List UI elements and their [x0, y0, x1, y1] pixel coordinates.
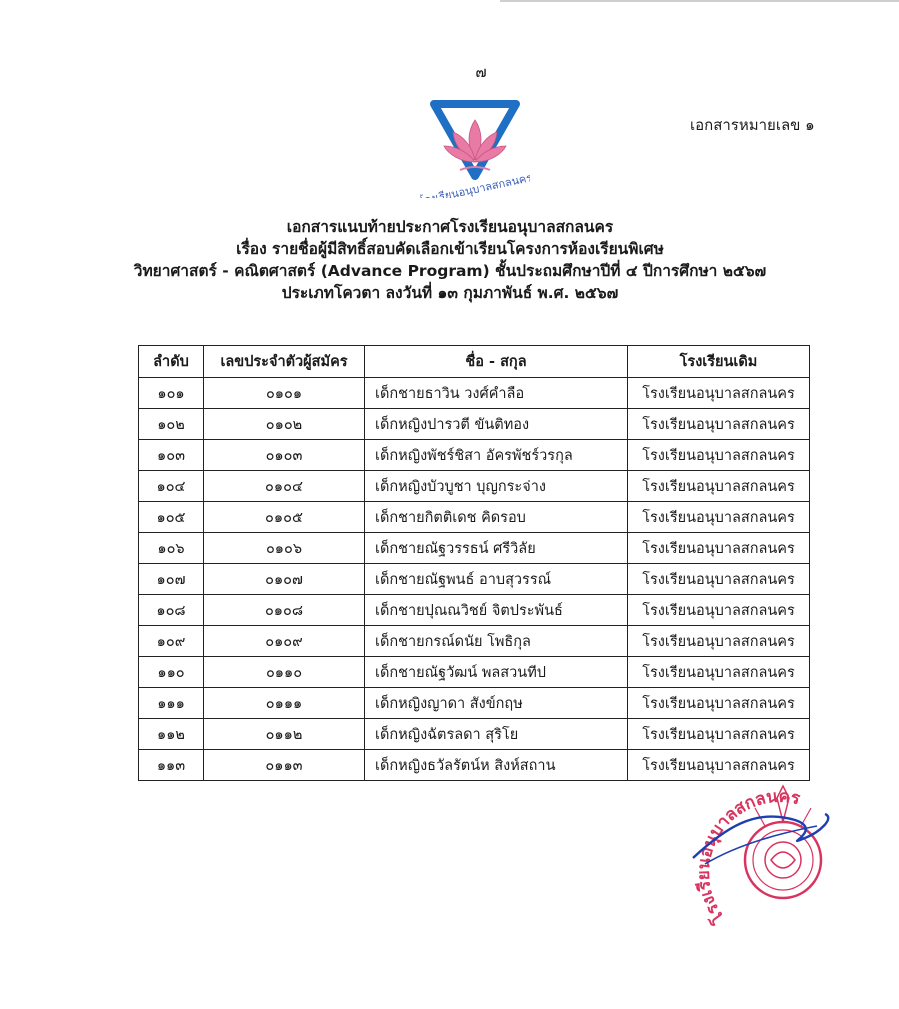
cell-name: เด็กชายณัฐวัฒน์ พลสวนทีป — [365, 657, 628, 688]
table-row — [139, 657, 810, 688]
cell-applicant-id: ๐๑๐๓ — [204, 440, 365, 471]
table-header-row — [139, 346, 810, 378]
table-row — [139, 378, 810, 409]
header-name: ชื่อ - สกุล — [365, 346, 628, 378]
table-row — [139, 688, 810, 719]
table-row — [139, 502, 810, 533]
document-heading — [130, 216, 770, 304]
cell-school: โรงเรียนอนุบาลสกลนคร — [628, 564, 810, 595]
cell-no: ๑๐๘ — [139, 595, 204, 626]
cell-school: โรงเรียนอนุบาลสกลนคร — [628, 502, 810, 533]
table-row — [139, 564, 810, 595]
header-no: ลำดับ — [139, 346, 204, 378]
logo-caption: โรงเรียนอนุบาลสกลนคร — [420, 171, 530, 198]
cell-name: เด็กหญิงบัวบูชา บุญกระจ่าง — [365, 471, 628, 502]
cell-no: ๑๐๖ — [139, 533, 204, 564]
cell-no: ๑๐๗ — [139, 564, 204, 595]
top-border-line — [500, 0, 899, 2]
cell-name: เด็กชายธาวิน วงศ์คำลือ — [365, 378, 628, 409]
table-row — [139, 440, 810, 471]
cell-no: ๑๐๒ — [139, 409, 204, 440]
table-row — [139, 595, 810, 626]
cell-applicant-id: ๐๑๐๔ — [204, 471, 365, 502]
cell-name: เด็กหญิงปารวตี ขันติทอง — [365, 409, 628, 440]
cell-applicant-id: ๐๑๐๗ — [204, 564, 365, 595]
cell-name: เด็กหญิงพัชร์ชิสา อัครพัชร์วรกุล — [365, 440, 628, 471]
cell-applicant-id: ๐๑๐๒ — [204, 409, 365, 440]
cell-school: โรงเรียนอนุบาลสกลนคร — [628, 626, 810, 657]
heading-line-1: เอกสารแนบท้ายประกาศโรงเรียนอนุบาลสกลนคร — [286, 218, 614, 236]
cell-no: ๑๑๒ — [139, 719, 204, 750]
cell-school: โรงเรียนอนุบาลสกลนคร — [628, 719, 810, 750]
cell-applicant-id: ๐๑๑๓ — [204, 750, 365, 781]
cell-applicant-id: ๐๑๑๒ — [204, 719, 365, 750]
header-school: โรงเรียนเดิม — [628, 346, 810, 378]
table-row — [139, 533, 810, 564]
cell-school: โรงเรียนอนุบาลสกลนคร — [628, 440, 810, 471]
table-row — [139, 719, 810, 750]
cell-name: เด็กชายณัฐวรรธน์ ศรีวิลัย — [365, 533, 628, 564]
cell-no: ๑๐๕ — [139, 502, 204, 533]
cell-school: โรงเรียนอนุบาลสกลนคร — [628, 533, 810, 564]
cell-school: โรงเรียนอนุบาลสกลนคร — [628, 688, 810, 719]
school-logo — [420, 98, 530, 198]
cell-applicant-id: ๐๑๐๙ — [204, 626, 365, 657]
heading-line-3: วิทยาศาสตร์ - คณิตศาสตร์ (Advance Program) ชั้นประถมศึกษาปีที่ ๔ ปีการศึกษา ๒๕๖๗ — [133, 262, 767, 280]
cell-school: โรงเรียนอนุบาลสกลนคร — [628, 409, 810, 440]
cell-no: ๑๐๑ — [139, 378, 204, 409]
cell-applicant-id: ๐๑๐๖ — [204, 533, 365, 564]
cell-name: เด็กชายณัฐพนธ์ อาบสุวรรณ์ — [365, 564, 628, 595]
cell-no: ๑๐๓ — [139, 440, 204, 471]
cell-no: ๑๐๙ — [139, 626, 204, 657]
cell-name: เด็กหญิงญาดา สังข์กฤษ — [365, 688, 628, 719]
cell-applicant-id: ๐๑๐๑ — [204, 378, 365, 409]
table-row — [139, 471, 810, 502]
table-row — [139, 626, 810, 657]
cell-school: โรงเรียนอนุบาลสกลนคร — [628, 378, 810, 409]
cell-no: ๑๑๐ — [139, 657, 204, 688]
cell-name: เด็กชายปุณณวิชย์ จิตประพันธ์ — [365, 595, 628, 626]
cell-school: โรงเรียนอนุบาลสกลนคร — [628, 657, 810, 688]
header-applicant-id: เลขประจำตัวผู้สมัคร — [204, 346, 365, 378]
cell-applicant-id: ๐๑๑๐ — [204, 657, 365, 688]
heading-line-4: ประเภทโควตา ลงวันที่ ๑๓ กุมภาพันธ์ พ.ศ. ๒๕๖๗ — [281, 284, 619, 302]
cell-school: โรงเรียนอนุบาลสกลนคร — [628, 471, 810, 502]
page-number: ๗ — [475, 63, 487, 81]
cell-school: โรงเรียนอนุบาลสกลนคร — [628, 750, 810, 781]
cell-applicant-id: ๐๑๑๑ — [204, 688, 365, 719]
cell-no: ๑๐๔ — [139, 471, 204, 502]
candidate-table — [138, 345, 810, 781]
document-number: เอกสารหมายเลข ๑ — [690, 116, 815, 134]
cell-name: เด็กชายกิตติเดช คิดรอบ — [365, 502, 628, 533]
heading-line-2: เรื่อง รายชื่อผู้มีสิทธิ์สอบคัดเลือกเข้าเรียนโครงการห้องเรียนพิเศษ — [236, 240, 664, 258]
cell-applicant-id: ๐๑๐๕ — [204, 502, 365, 533]
cell-no: ๑๑๓ — [139, 750, 204, 781]
school-seal-stamp — [685, 768, 865, 948]
table-row — [139, 409, 810, 440]
cell-name: เด็กชายกรณ์ดนัย โพธิกุล — [365, 626, 628, 657]
cell-name: เด็กหญิงธวัลรัตน์ห สิงห์สถาน — [365, 750, 628, 781]
cell-school: โรงเรียนอนุบาลสกลนคร — [628, 595, 810, 626]
cell-no: ๑๑๑ — [139, 688, 204, 719]
cell-applicant-id: ๐๑๐๘ — [204, 595, 365, 626]
cell-name: เด็กหญิงฉัตรลดา สุริโย — [365, 719, 628, 750]
seal-text: โรงเรียนอนุบาลสกลนคร — [693, 786, 802, 927]
